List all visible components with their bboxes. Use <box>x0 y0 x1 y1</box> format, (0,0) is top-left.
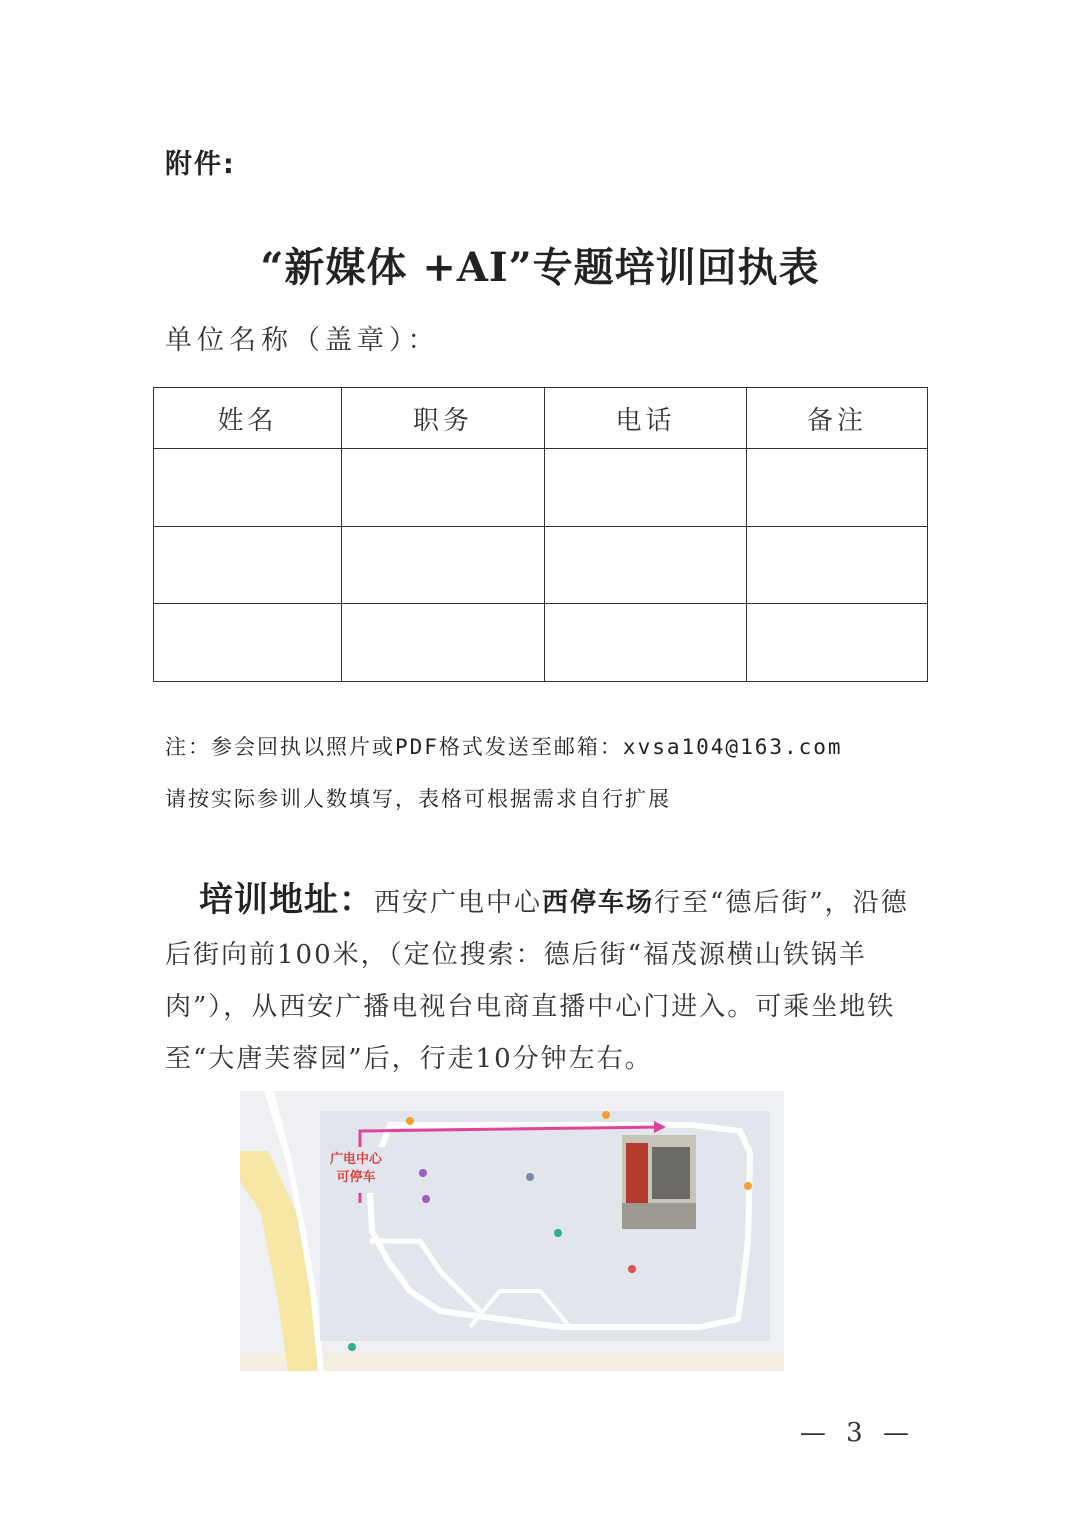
map-parking-label-1: 广电中心 <box>329 1152 383 1167</box>
table-row <box>154 604 928 682</box>
table-cell <box>154 604 342 682</box>
map-poi-icon <box>348 1343 356 1351</box>
table-cell <box>747 604 928 682</box>
address-parking-emphasis: 西停车场 <box>542 888 655 918</box>
table-cell <box>545 526 747 604</box>
map-parking-label-2: 可停车 <box>336 1170 376 1185</box>
column-header-position: 职务 <box>342 388 545 449</box>
unit-name-label: 单位名称（盖章）： <box>165 325 440 356</box>
photo-door <box>626 1143 648 1203</box>
receipt-table <box>153 387 928 682</box>
photo-window <box>652 1147 690 1199</box>
column-header-name: 姓名 <box>154 388 342 449</box>
table-row <box>154 526 928 604</box>
map-poi-icon <box>744 1182 752 1190</box>
map-poi-icon <box>602 1111 610 1119</box>
map-poi-icon <box>419 1169 427 1177</box>
table-cell <box>747 449 928 527</box>
map-poi-icon <box>628 1265 636 1273</box>
table-cell <box>545 604 747 682</box>
page-number: — 3 — <box>799 1418 915 1448</box>
map-storefront-photo <box>622 1135 696 1229</box>
photo-steps <box>622 1203 696 1229</box>
training-address-paragraph <box>165 874 925 1085</box>
table-cell <box>154 449 342 527</box>
map-poi-icon <box>406 1117 414 1125</box>
map-poi-icon <box>422 1195 430 1203</box>
location-map <box>240 1091 784 1371</box>
column-header-phone: 电话 <box>545 388 747 449</box>
column-header-remarks: 备注 <box>747 388 928 449</box>
address-text-2: 行至“德后街”，沿德后街向前100米，（定位搜索：德后街“福茂源横山铁锅羊肉”），从西安广播电视台电商直播中心门进入。可乘坐地铁至“大唐芙蓉园”后，行走10分钟左右。 <box>165 888 909 1074</box>
page-title: “新媒体 +AI”专题培训回执表 <box>260 244 820 291</box>
map-poi-icon <box>526 1173 534 1181</box>
table-cell <box>342 449 545 527</box>
attachment-label: 附件: <box>165 149 236 180</box>
address-text-1: 西安广电中心 <box>374 888 543 918</box>
table-cell <box>545 449 747 527</box>
table-cell <box>747 526 928 604</box>
table-header-row <box>154 388 928 449</box>
map-poi-icon <box>554 1229 562 1237</box>
note-email: 注：参会回执以照片或PDF格式发送至邮箱：xvsa104@163.com <box>165 735 843 759</box>
map-block <box>320 1111 770 1341</box>
note-fill-instructions: 请按实际参训人数填写，表格可根据需求自行扩展 <box>165 787 671 811</box>
table-cell <box>342 604 545 682</box>
table-cell <box>154 526 342 604</box>
map-graphic <box>240 1091 784 1371</box>
table-cell <box>342 526 545 604</box>
address-label: 培训地址： <box>199 880 374 920</box>
table-row <box>154 449 928 527</box>
